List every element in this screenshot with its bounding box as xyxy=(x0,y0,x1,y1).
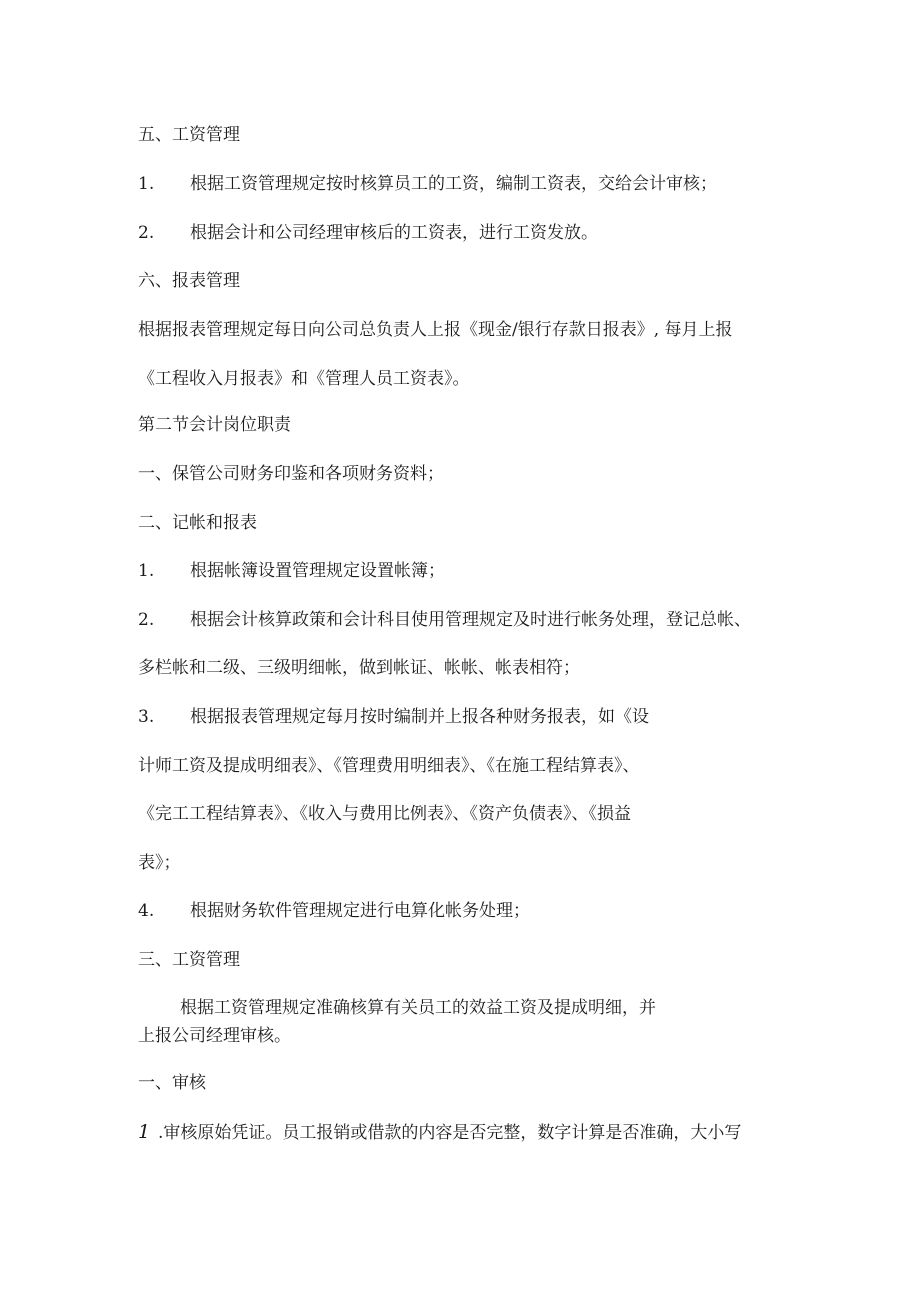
section-6-heading: 六、报表管理 xyxy=(138,271,240,291)
duty-2-item-3-continued-3: 表》； xyxy=(138,853,181,873)
duty-2-item-3-continued-2: 《完工工程结算表》、《收入与费用比例表》、《资产负债表》、《损益 xyxy=(138,804,631,824)
duty-2-item-4 xyxy=(138,899,530,923)
chapter-section-2-title: 第二节会计岗位职责 xyxy=(138,415,291,435)
duty-2-item-3-continued-1: 计师工资及提成明细表》、《管理费用明细表》、《在施工程结算表》、 xyxy=(138,756,640,776)
item-text: 根据帐簿设置管理规定设置帐簿； xyxy=(190,561,445,581)
duty-2-item-3 xyxy=(138,705,649,729)
section-6-paragraph-line-2: 《工程收入月报表》和《管理人员工资表》。 xyxy=(138,369,470,389)
duty-2-item-2 xyxy=(138,608,751,632)
review-item-1 xyxy=(138,1120,741,1145)
item-number: 1 xyxy=(138,1121,151,1143)
duty-2-item-2-continued: 多栏帐和二级、三级明细帐，做到帐证、帐帐、帐表相符； xyxy=(138,658,580,678)
item-text: 根据会计核算政策和会计科目使用管理规定及时进行帐务处理，登记总帐、 xyxy=(190,610,751,630)
item-number: 1. xyxy=(138,561,155,581)
duty-3-paragraph-line-1: 根据工资管理规定准确核算有关员工的效益工资及提成明细，并 xyxy=(180,998,656,1018)
section-5-item-2 xyxy=(138,221,598,245)
review-heading: 一、审核 xyxy=(138,1073,206,1093)
item-text: .审核原始凭证。员工报销或借款的内容是否完整，数字计算是否准确，大小写 xyxy=(158,1123,742,1143)
item-number: 4. xyxy=(138,901,155,921)
duty-3-heading: 三、工资管理 xyxy=(138,950,240,970)
duty-2-item-1 xyxy=(138,559,445,583)
item-text: 根据会计和公司经理审核后的工资表，进行工资发放。 xyxy=(190,223,598,243)
item-text: 根据报表管理规定每月按时编制并上报各种财务报表，如《设 xyxy=(190,707,649,727)
section-5-heading: 五、工资管理 xyxy=(138,125,240,145)
item-text: 根据财务软件管理规定进行电算化帐务处理； xyxy=(190,901,530,921)
item-number: 2. xyxy=(138,610,155,630)
item-number: 3. xyxy=(138,707,155,727)
duty-3-paragraph-line-2: 上报公司经理审核。 xyxy=(138,1026,291,1046)
duty-1-heading: 一、保管公司财务印鉴和各项财务资料； xyxy=(138,464,444,484)
duty-2-heading: 二、记帐和报表 xyxy=(138,513,257,533)
item-text: 根据工资管理规定按时核算员工的工资，编制工资表，交给会计审核； xyxy=(190,174,717,194)
section-6-paragraph-line-1: 根据报表管理规定每日向公司总负责人上报《现金/银行存款日报表》, 每月上报 xyxy=(138,320,733,340)
item-number: 2. xyxy=(138,223,155,243)
section-5-item-1 xyxy=(138,172,717,196)
item-number: 1. xyxy=(138,174,155,194)
